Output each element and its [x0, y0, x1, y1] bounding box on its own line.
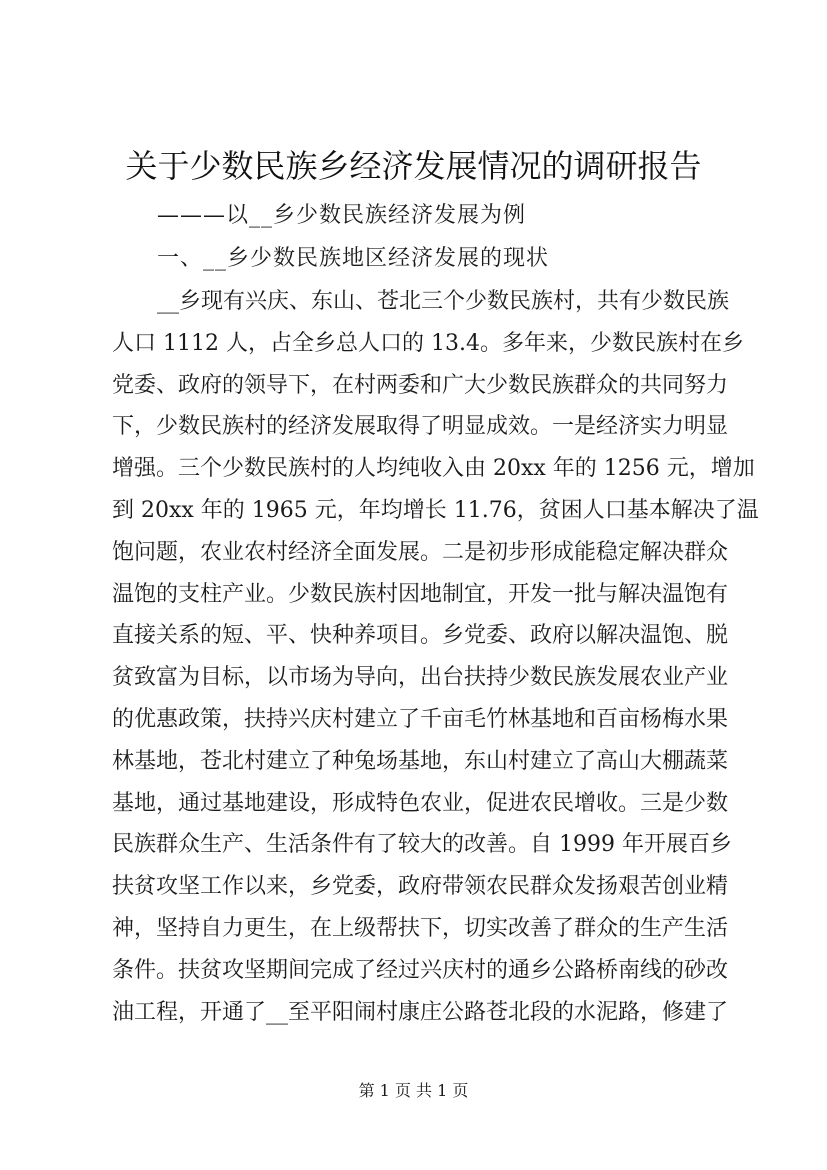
- paragraph-line: 林基地，苍北村建立了种兔场基地，东山村建立了高山大棚蔬菜: [112, 749, 729, 774]
- paragraph-line: 下，少数民族村的经济发展取得了明显成效。一是经济实力明显: [112, 414, 729, 439]
- paragraph-line: 基地，通过基地建设，形成特色农业，促进农民增收。三是少数: [112, 791, 729, 816]
- paragraph-line: 饱问题，农业农村经济全面发展。二是初步形成能稳定解决群众: [112, 540, 729, 565]
- paragraph-line: 油工程，开通了__至平阳闹村康庄公路苍北段的水泥路，修建了: [112, 1000, 729, 1025]
- paragraph-line: 贫致富为目标，以市场为导向，出台扶持少数民族发展农业产业: [112, 665, 729, 690]
- paragraph-line: 条件。扶贫攻坚期间完成了经过兴庆村的通乡公路桥南线的砂改: [112, 958, 729, 983]
- paragraph-line: __乡现有兴庆、东山、苍北三个少数民族村，共有少数民族: [157, 289, 730, 314]
- paragraph-line: 民族群众生产、生活条件有了较大的改善。自 1999 年开展百乡: [112, 832, 732, 857]
- paragraph-line: 扶贫攻坚工作以来，乡党委，政府带领农民群众发扬艰苦创业精: [112, 874, 729, 899]
- paragraph-line: 直接关系的短、平、快种养项目。乡党委、政府以解决温饱、脱: [112, 623, 729, 648]
- paragraph-line: 党委、政府的领导下，在村两委和广大少数民族群众的共同努力: [112, 373, 729, 398]
- document-subtitle: ———以__乡少数民族经济发展为例: [157, 203, 527, 228]
- section-heading: 一、__乡少数民族地区经济发展的现状: [157, 246, 550, 271]
- paragraph-line: 温饱的支柱产业。少数民族村因地制宜，开发一批与解决温饱有: [112, 582, 729, 607]
- page-footer: 第 1 页 共 1 页: [358, 1081, 469, 1100]
- paragraph-line: 神，坚持自力更生，在上级帮扶下，切实改善了群众的生产生活: [112, 916, 729, 941]
- paragraph-line: 到 20xx 年的 1965 元，年均增长 11.76，贫困人口基本解决了温: [112, 498, 759, 523]
- document-title: 关于少数民族乡经济发展情况的调研报告: [125, 147, 702, 185]
- paragraph-line: 人口 1112 人，占全乡总人口的 13.4。多年来，少数民族村在乡: [112, 331, 744, 356]
- paragraph-line: 增强。三个少数民族村的人均纯收入由 20xx 年的 1256 元，增加: [112, 456, 755, 481]
- paragraph-line: 的优惠政策，扶持兴庆村建立了千亩毛竹林基地和百亩杨梅水果: [112, 707, 729, 732]
